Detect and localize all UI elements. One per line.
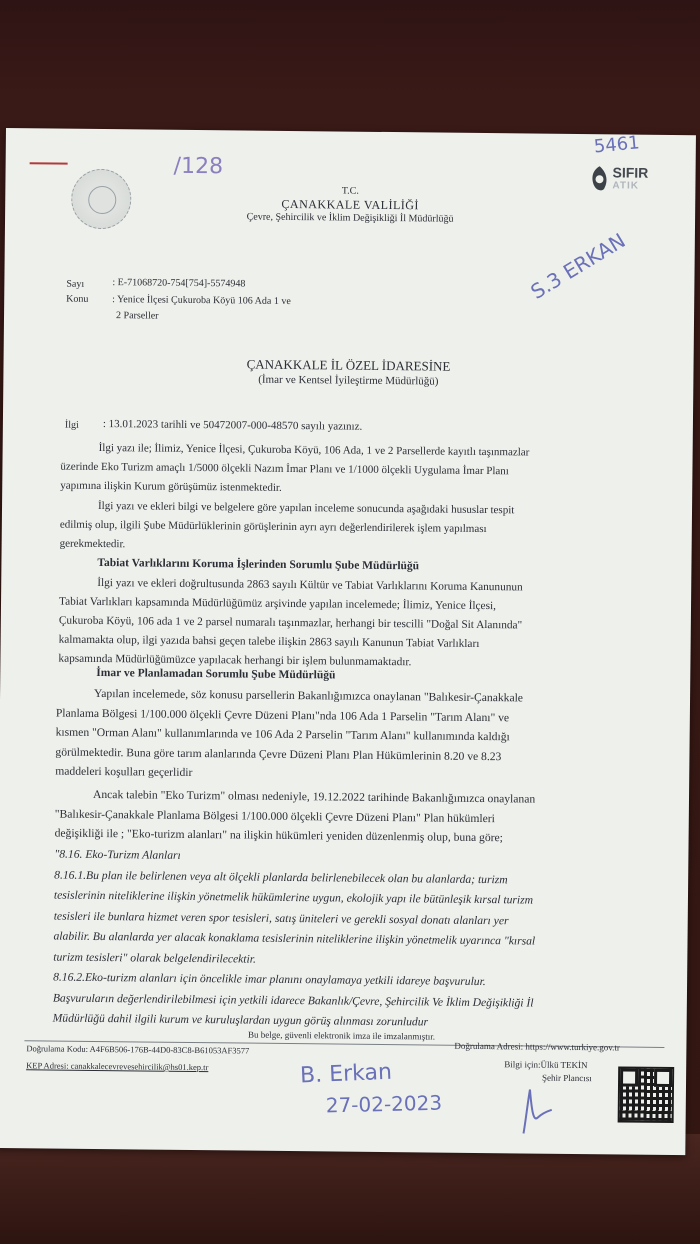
initials-scribble-icon [515,1081,556,1141]
regulation-quote: "8.16. Eko-Turizm Alanları 8.16.1.Bu plan ile belirlenen veya alt ölçekli planlarda belirlenebilecek olan bu alanlarda; turizm tesislerinin niteliklerine ilişkin yönetmelik hükümlerine uygun, ekolojik yapı ile bütünleşik kırsal turizm tesisleri ile bunlara hizmet veren spor tesisleri, satış üniteleri ve gerekli sosyal donatı alanları yer alabilir. Bu alanlarda yer alacak konaklama tesislerinin niteliklerine ilişkin yönetmelik uyarınca "kırsal turizm tesisleri" olarak belgelendirilecektir. 8.16.2.Eko-turizm alanları için öncelikle imar planını onaylamaya yetkili idareye başvurulur. Başvuruların değerlendirilebilmesi için yetkili idarece Bakanlık/Çevre, Şehircilik Ve İklim Değişikliği İl Müdürlüğü dahil ilgili kurum ve kuruluşlardan uygun görüş alınması zorunludur [52,847,536,1029]
document-page [0,128,696,1155]
footer-verify-code: Doğrulama Kodu: A4F6B506-176B-44D0-83C8-B61053AF3577 [26,1043,250,1056]
signature-date-handwriting: 27-02-2023 [325,1090,443,1118]
header-directorate: Çevre, Şehircilik ve İklim Değişikliği İl Müdürlüğü [246,211,454,225]
konu-line-1: : Yenice İlçesi Çukuroba Köyü 106 Ada 1 ve [112,294,291,307]
konu-line-2: 2 Parseller [115,310,159,322]
recipient-title: ÇANAKKALE İL ÖZEL İDARESİNE [246,356,451,374]
logo-atik: ATIK [612,180,640,192]
sayi-value: : E-71068720-754[754]-5574948 [112,277,246,290]
sayi-label: Sayı [66,278,85,290]
footer-contact-title: Şehir Plancısı [542,1072,592,1084]
footer-esign-note: Bu belge, güvenli elektronik imza ile imzalanmıştır. [247,1029,436,1042]
konu-label: Konu [66,293,89,305]
qr-code-icon [618,1066,675,1123]
body-paragraph-1: İlgi yazı ile; İlimiz, Yenice İlçesi, Çukuroba Köyü, 106 Ada, 1 ve 2 Parsellerde kayıtlı taşınmazlar üzerinde Eko Turizm amaçlı 1/5000 ölçekli Nazım İmar Planı ve 1/1000 ölçekli Uygulama İmar Planı yapımına ilişkin Kurum görüşümüz istenmektedir. [60,441,530,494]
header-governorship: ÇANAKKALE VALİLİĞİ [281,196,420,213]
body-paragraph-3: İlgi yazı ve ekleri doğrultusunda 2863 sayılı Kültür ve Tabiat Varlıklarını Koruma Kanununun Tabiat Varlıkları kapsamında Müdürlüğümüz arşivinde yapılan incelemede; İlimiz, Yenice İlçesi, Çukuroba Köyü, 106 ada 1 ve 2 parsel numaralı taşınmazlar, herhangi bir tescilli "Doğal Sit Alanında" kalmamakta olup, ilgi yazıda bahsi geçen talebe ilişkin 2863 sayılı Kanunun Tabiat Varlıkları kapsamında Müdürlüğümüzce yapılacak herhangi bir işlem bulunmamaktadır. [58,576,523,669]
signature-name-handwriting: B. Erkan [299,1059,393,1089]
top-number-handwriting: 5461 [592,132,641,158]
body-paragraph-5: Ancak talebin "Eko Turizm" olması nedeniyle, 19.12.2022 tarihinde Bakanlığımızca onaylanan "Balıkesir-Çanakkale Planlama Bölgesi 1/100.000 ölçekli Çevre Düzeni Planı" Plan hükümleri değişikliği ile ; "Eko-turizm alanları" na ilişkin hükümleri yeniden düzenlenmiş olup, buna göre; [54,787,536,845]
side-note-handwriting: S.3 ERKAN [526,228,630,304]
ilgi-text: : 13.01.2023 tarihli ve 50472007-000-48570 sayılı yazınız. [102,418,363,433]
header-tc: T.C. [341,185,359,197]
recipient-subtitle: (İmar ve Kentsel İyileştirme Müdürlüğü) [258,373,439,388]
ilgi-label: İlgi [64,419,79,431]
body-paragraph-2: İlgi yazı ve ekleri bilgi ve belgelere göre yapılan inceleme sonucunda aşağıdaki hususlar tespit edilmiş olup, ilgili Şube Müdürlüklerinin görüşlerinin ayrı ayrı değerlendirilerek işlem yapılması gerekmektedir. [59,499,515,551]
section-heading-planning: İmar ve Planlamadan Sorumlu Şube Müdürlüğü [96,666,336,682]
body-paragraph-4: Yapılan incelemede, söz konusu parsellerin Bakanlığımızca onaylanan "Balıkesir-Çanakkale Planlama Bölgesi 1/100.000 ölçekli Çevre Düzeni Planı"nda 106 Ada 1 Parselin "Tarım Alanı" ve kısmen "Orman Alanı" kullanımlarında ve 106 Ada 2 Parselin "Tarım Alanı" kullanımında kaldığı görülmektedir. Buna göre tarım alanlarında Çevre Düzeni Planı Plan Hükümlerinin 8.20 ve 8.23 maddeleri koşulları geçerlidir [55,686,524,779]
page-mark-handwriting: /128 [173,153,224,180]
section-heading-nature: Tabiat Varlıklarını Koruma İşlerinden Sorumlu Şube Müdürlüğü [97,556,420,573]
logo-sifir: SIFIR [612,164,649,181]
footer-kep-address: KEP Adresi: canakkalecevrevesehircilik@hs01.kep.tr [26,1060,209,1073]
footer-info-contact: Bilgi için:Ülkü TEKİN [504,1059,588,1071]
red-dash [30,162,68,164]
footer-verify-address: Doğrulama Adresi: https://www.turkiye.gov.tr [454,1040,621,1053]
